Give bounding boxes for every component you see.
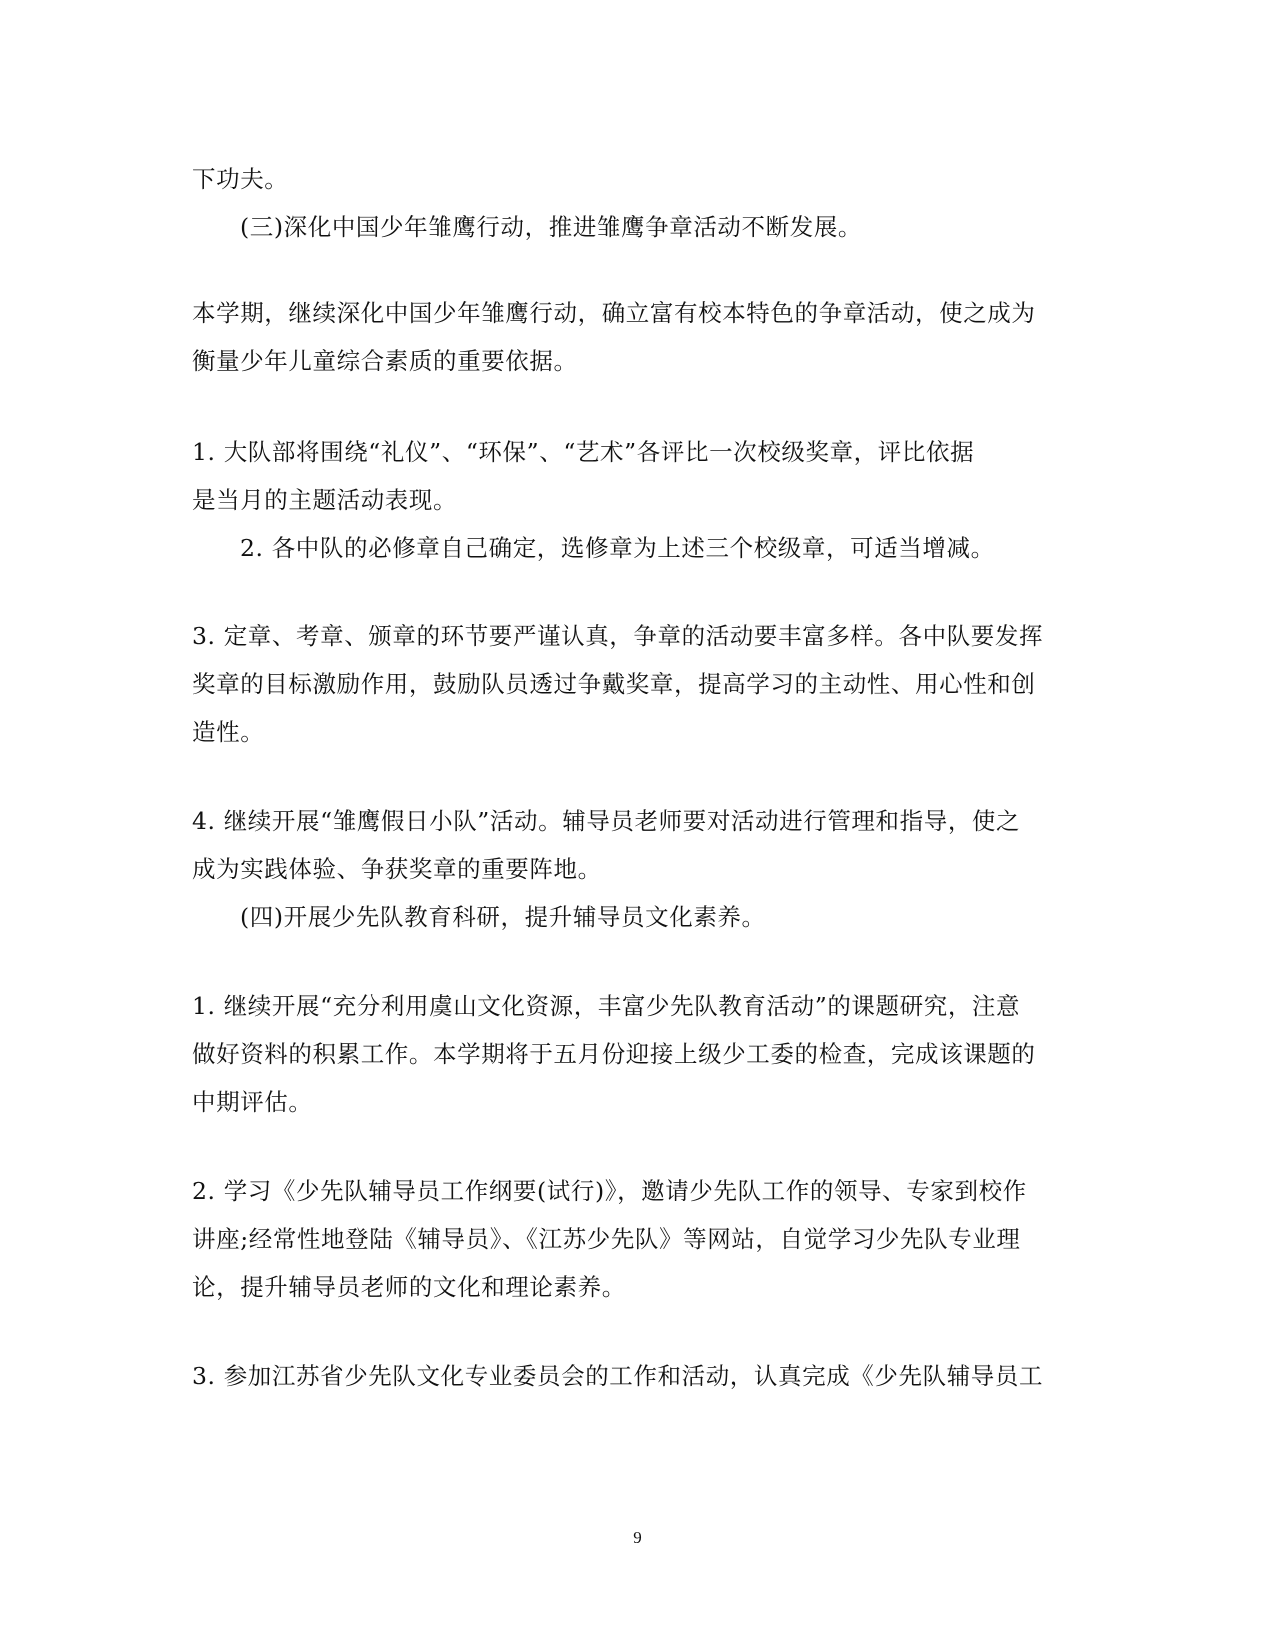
list-item: 4. 继续开展“雏鹰假日小队”活动。辅导员老师要对活动进行管理和指导，使之: [192, 807, 1021, 835]
text-line: 奖章的目标激励作用，鼓励队员透过争戴奖章，提高学习的主动性、用心性和创: [192, 670, 1036, 698]
text-line: 讲座;经常性地登陆《辅导员》、《江苏少先队》等网站，自觉学习少先队专业理: [192, 1225, 1021, 1253]
list-item: 3. 参加江苏省少先队文化专业委员会的工作和活动，认真完成《少先队辅导员工: [192, 1362, 1044, 1390]
text-line: 下功夫。: [192, 165, 289, 193]
text-line: 是当月的主题活动表现。: [192, 486, 458, 514]
text-line: 本学期，继续深化中国少年雏鹰行动，确立富有校本特色的争章活动，使之成为: [192, 299, 1036, 327]
section-heading: (四)开展少先队教育科研，提升辅导员文化素养。: [240, 903, 766, 931]
text-line: 造性。: [192, 718, 265, 746]
section-heading: (三)深化中国少年雏鹰行动，推进雏鹰争章活动不断发展。: [240, 213, 863, 241]
text-line: 衡量少年儿童综合素质的重要依据。: [192, 347, 578, 375]
text-line: 论，提升辅导员老师的文化和理论素养。: [192, 1273, 626, 1301]
list-item: 1. 继续开展“充分利用虞山文化资源，丰富少先队教育活动”的课题研究，注意: [192, 992, 1021, 1020]
list-item: 2. 学习《少先队辅导员工作纲要(试行)》，邀请少先队工作的领导、专家到校作: [192, 1177, 1027, 1205]
text-line: 中期评估。: [192, 1088, 313, 1116]
list-item: 2. 各中队的必修章自己确定，选修章为上述三个校级章，可适当增减。: [240, 534, 995, 562]
list-item: 3. 定章、考章、颁章的环节要严谨认真，争章的活动要丰富多样。各中队要发挥: [192, 622, 1044, 650]
text-line: 成为实践体验、争获奖章的重要阵地。: [192, 855, 602, 883]
text-line: 做好资料的积累工作。本学期将于五月份迎接上级少工委的检查，完成该课题的: [192, 1040, 1036, 1068]
list-item: 1. 大队部将围绕“礼仪”、“环保”、“艺术”各评比一次校级奖章，评比依据: [192, 438, 975, 466]
page-number: 9: [633, 1528, 642, 1547]
